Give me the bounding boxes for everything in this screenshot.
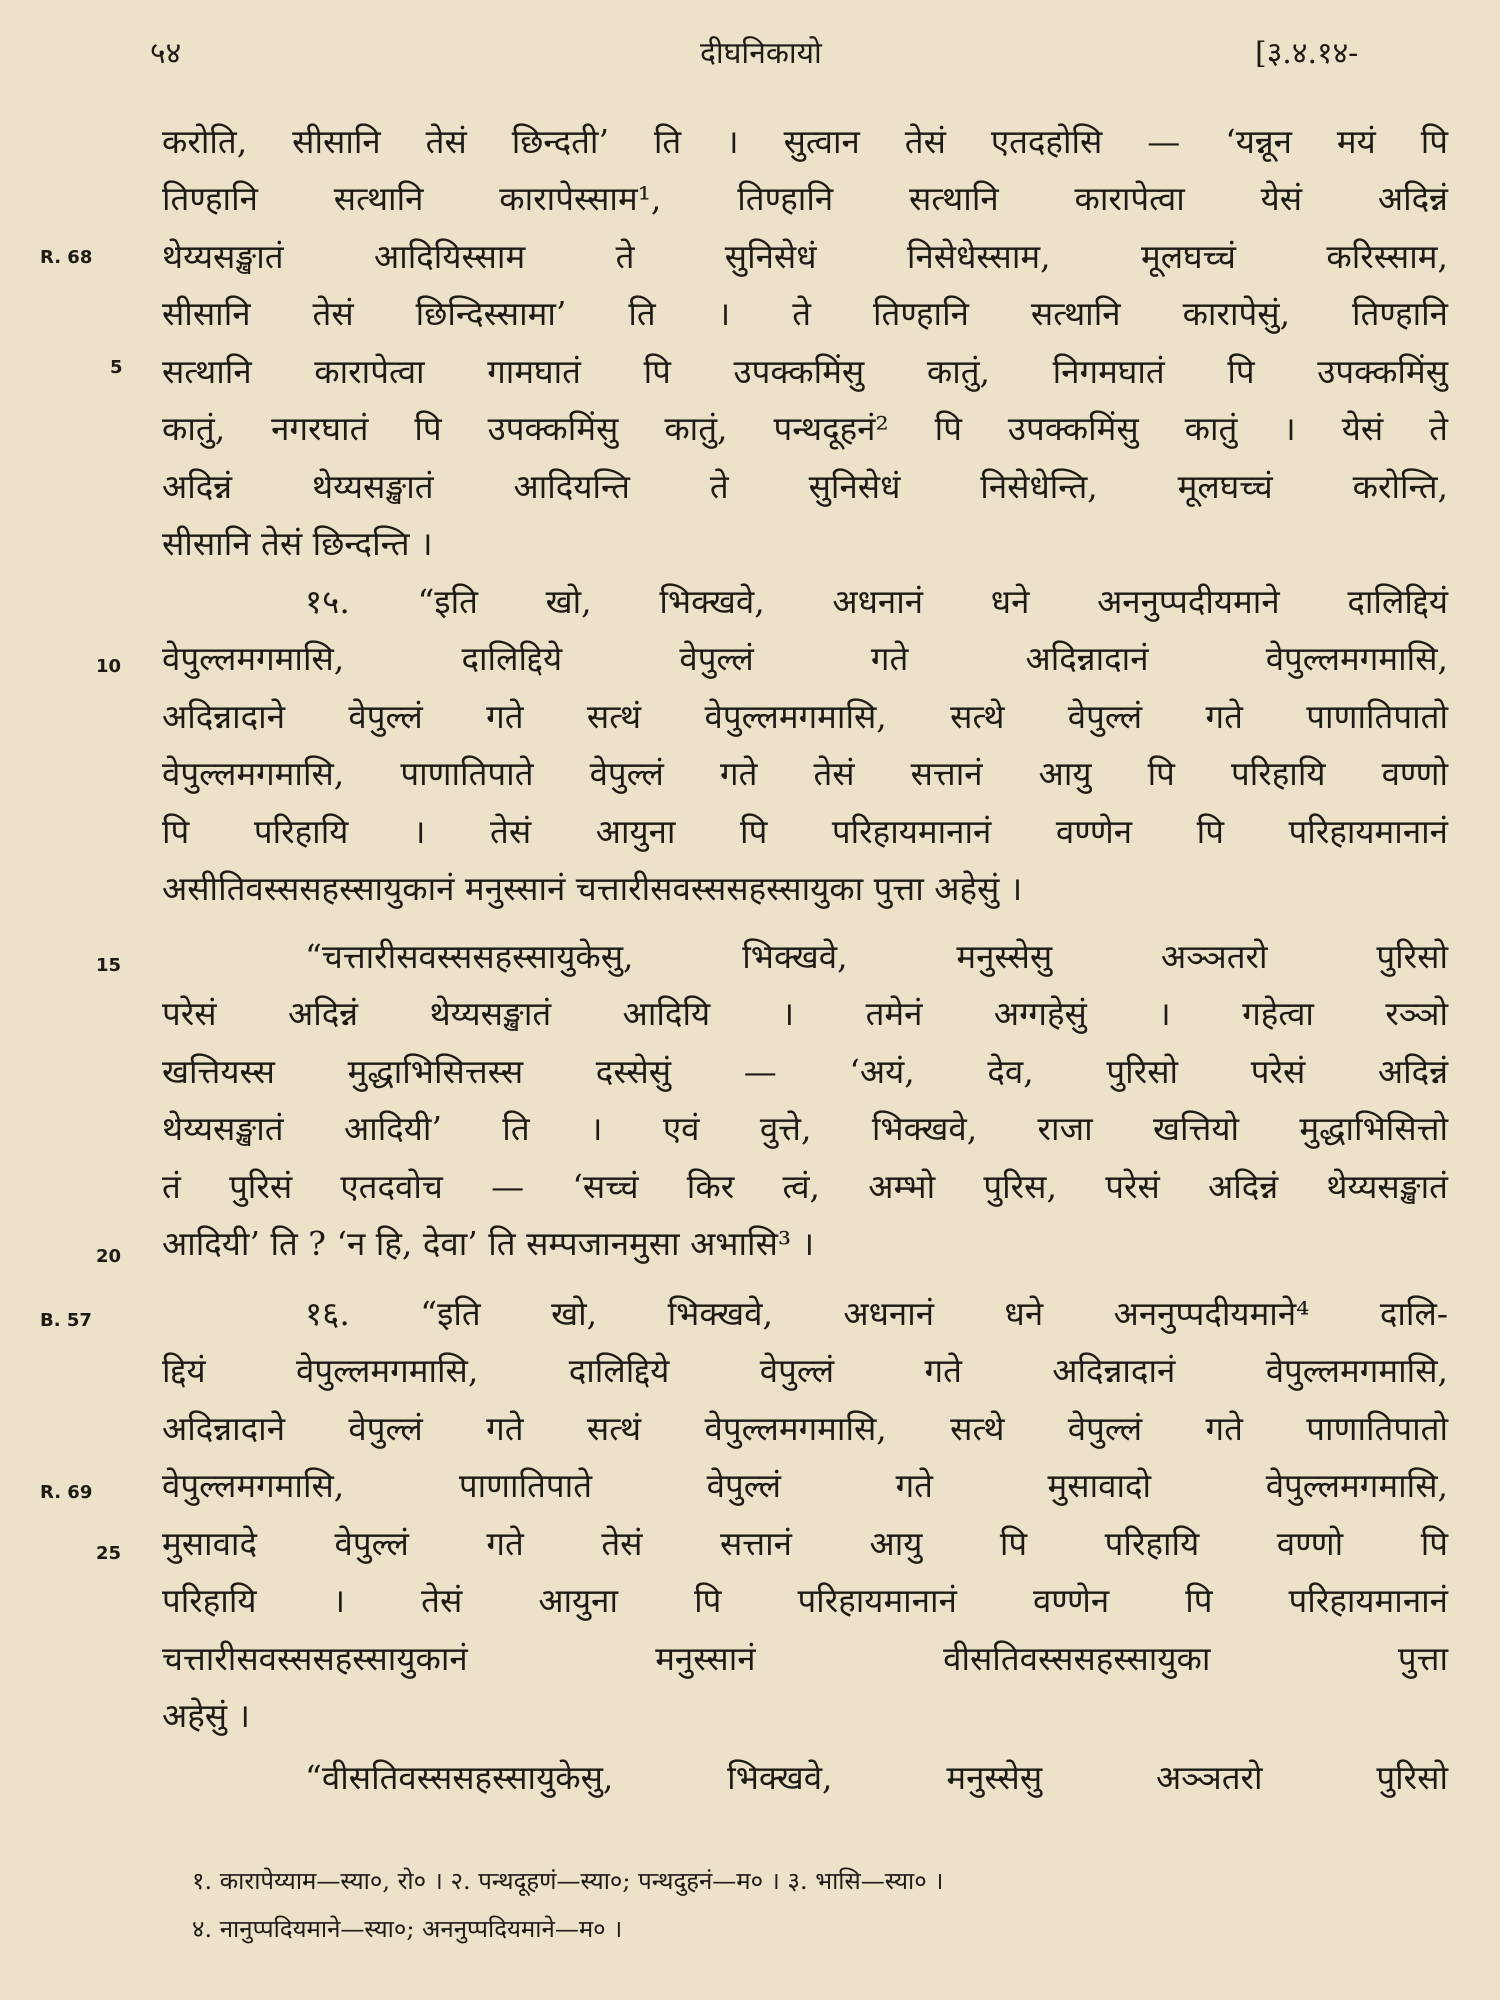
text-line-3: थेय्यसङ्खातं आदियिस्साम ते सुनिसेधं निसेधेस्साम, मूलघच्चं करिस्साम, <box>162 237 1448 276</box>
text-line-20: आदियी’ ति ? ‘न हि, देवा’ ति सम्पजानमुसा अभासि³ । <box>162 1224 815 1263</box>
text-line-14: असीतिवस्ससहस्सायुकानं मनुस्सानं चत्तारीसवस्ससहस्सायुका पुत्ता अहेसुं । <box>162 869 1023 908</box>
text-line-17: खत्तियस्स मुद्धाभिसित्तस्स दस्सेसुं — ‘अयं, देव, पुरिसो परेसं अदिन्नं <box>162 1052 1448 1091</box>
text-line-28: अहेसुं । <box>162 1696 251 1735</box>
margin-line-number-5: 5 <box>110 357 123 378</box>
text-line-19: तं पुरिसं एतदवोच — ‘सच्चं किर त्वं, अम्भो पुरिस, परेसं अदिन्नं थेय्यसङ्खातं <box>162 1167 1448 1206</box>
text-line-27: चत्तारीसवस्ससहस्सायुकानं मनुस्सानं वीसतिवस्ससहस्सायुका पुत्ता <box>162 1639 1448 1678</box>
footnote-line-1: १. कारापेय्याम—स्या०, रो० । २. पन्थदूहणं—स्या०; पन्थदुहनं—म० । ३. भासि—स्या० । <box>192 1867 944 1895</box>
text-line-18: थेय्यसङ्खातं आदियी’ ति । एवं वुत्ते, भिक्खवे, राजा खत्तियो मुद्धाभिसित्तो <box>162 1109 1448 1148</box>
text-line-7: अदिन्नं थेय्यसङ्खातं आदियन्ति ते सुनिसेधं निसेधेन्ति, मूलघच्चं करोन्ति, <box>162 467 1448 506</box>
margin-line-number-20: 20 <box>96 1246 122 1267</box>
text-line-16: परेसं अदिन्नं थेय्यसङ्खातं आदियि । तमेनं अग्गहेसुं । गहेत्वा रञ्ञो <box>162 994 1448 1033</box>
margin-line-number-15: 15 <box>96 955 122 976</box>
margin-mark-r69: R. 69 <box>40 1482 93 1503</box>
text-line-8: सीसानि तेसं छिन्दन्ति । <box>162 524 433 563</box>
text-line-29: “वीसतिवस्ससहस्सायुकेसु, भिक्खवे, मनुस्सेसु अञ्ञतरो पुरिसो <box>305 1758 1448 1797</box>
text-line-24: वेपुल्लमगमासि, पाणातिपाते वेपुल्लं गते मुसावादो वेपुल्लमगमासि, <box>162 1466 1448 1505</box>
text-line-2: तिण्हानि सत्थानि कारापेस्साम¹, तिण्हानि सत्थानि कारापेत्वा येसं अदिन्नं <box>162 179 1448 218</box>
text-line-4: सीसानि तेसं छिन्दिस्सामा’ ति । ते तिण्हानि सत्थानि कारापेसुं, तिण्हानि <box>162 294 1448 333</box>
page-number: ५४ <box>150 36 182 71</box>
margin-line-number-25: 25 <box>96 1543 122 1564</box>
footnote-line-2: ४. नानुप्पदियमाने—स्या०; अननुप्पदियमाने—म० । <box>192 1915 623 1943</box>
text-line-13: पि परिहायि । तेसं आयुना पि परिहायमानानं वण्णेन पि परिहायमानानं <box>162 812 1448 851</box>
text-line-25: मुसावादे वेपुल्लं गते तेसं सत्तानं आयु पि परिहायि वण्णो पि <box>162 1524 1448 1563</box>
text-line-1: करोति, सीसानि तेसं छिन्दती’ ति । सुत्वान तेसं एतदहोसि — ‘यन्नून मयं पि <box>162 122 1448 161</box>
text-line-10: वेपुल्लमगमासि, दालिद्दिये वेपुल्लं गते अदिन्नादानं वेपुल्लमगमासि, <box>162 639 1448 678</box>
section-reference: [३.४.१४- <box>1255 36 1359 71</box>
paragraph-16-start: १६. “इति खो, भिक्खवे, अधनानं धने अननुप्पदीयमाने⁴ दालि- <box>305 1294 1448 1333</box>
paragraph-15-start: १५. “इति खो, भिक्खवे, अधनानं धने अननुप्पदीयमाने दालिद्दियं <box>305 582 1448 621</box>
text-line-5: सत्थानि कारापेत्वा गामघातं पि उपक्कमिंसु कातुं, निगमघातं पि उपक्कमिंसु <box>162 352 1448 391</box>
text-line-23: अदिन्नादाने वेपुल्लं गते सत्थं वेपुल्लमगमासि, सत्थे वेपुल्लं गते पाणातिपातो <box>162 1409 1448 1448</box>
text-line-11: अदिन्नादाने वेपुल्लं गते सत्थं वेपुल्लमगमासि, सत्थे वेपुल्लं गते पाणातिपातो <box>162 697 1448 736</box>
margin-mark-b57: B. 57 <box>40 1310 92 1331</box>
text-line-12: वेपुल्लमगमासि, पाणातिपाते वेपुल्लं गते तेसं सत्तानं आयु पि परिहायि वण्णो <box>162 754 1448 793</box>
margin-line-number-10: 10 <box>96 656 122 677</box>
margin-mark-r68: R. 68 <box>40 247 93 268</box>
text-line-22: द्दियं वेपुल्लमगमासि, दालिद्दिये वेपुल्लं गते अदिन्नादानं वेपुल्लमगमासि, <box>162 1351 1448 1390</box>
text-line-26: परिहायि । तेसं आयुना पि परिहायमानानं वण्णेन पि परिहायमानानं <box>162 1581 1448 1620</box>
text-line-15: “चत्तारीसवस्ससहस्सायुकेसु, भिक्खवे, मनुस्सेसु अञ्ञतरो पुरिसो <box>305 937 1448 976</box>
running-title: दीघनिकायो <box>700 36 822 71</box>
text-line-6: कातुं, नगरघातं पि उपक्कमिंसु कातुं, पन्थदूहनं² पि उपक्कमिंसु कातुं । येसं ते <box>162 409 1448 448</box>
